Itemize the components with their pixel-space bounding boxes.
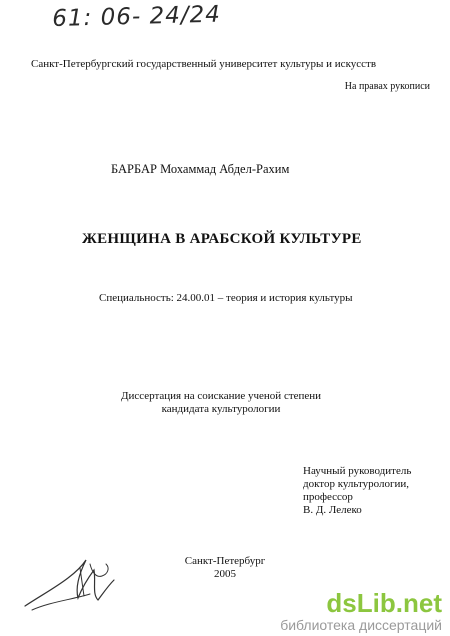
year: 2005 [214, 568, 236, 580]
dissertation-title: ЖЕНЩИНА В АРАБСКОЙ КУЛЬТУРЕ [82, 231, 362, 247]
supervisor-line-1: Научный руководитель [303, 465, 412, 477]
handwritten-catalog-number: 61: 06- 24/24 [52, 1, 222, 32]
watermark-subtitle: библиотека диссертаций [280, 617, 442, 633]
watermark-logo [280, 588, 442, 619]
supervisor-line-3: профессор [303, 491, 353, 503]
degree-statement [108, 390, 334, 416]
watermark-logo-tld: .net [395, 588, 442, 618]
supervisor-line-4: В. Д. Лелеко [303, 504, 362, 516]
watermark-logo-main: dsLib [326, 588, 396, 618]
author-name: БАРБАР Мохаммад Абдел-Рахим [111, 162, 290, 176]
rights-note: На правах рукописи [344, 81, 430, 92]
specialty: Специальность: 24.00.01 – теория и история культуры [99, 292, 353, 304]
degree-line-2: кандидата культурологии [161, 403, 281, 415]
university-name: Санкт-Петербургский государственный университет культуры и искусств [31, 58, 377, 70]
city: Санкт-Петербург [184, 555, 266, 567]
signature-scribble [20, 548, 125, 618]
supervisor-line-2: доктор культурологии, [303, 478, 410, 490]
degree-line-1: Диссертация на соискание ученой степени [120, 390, 322, 402]
supervisor-block [303, 465, 411, 517]
place-and-year [170, 555, 280, 581]
watermark [280, 588, 442, 633]
